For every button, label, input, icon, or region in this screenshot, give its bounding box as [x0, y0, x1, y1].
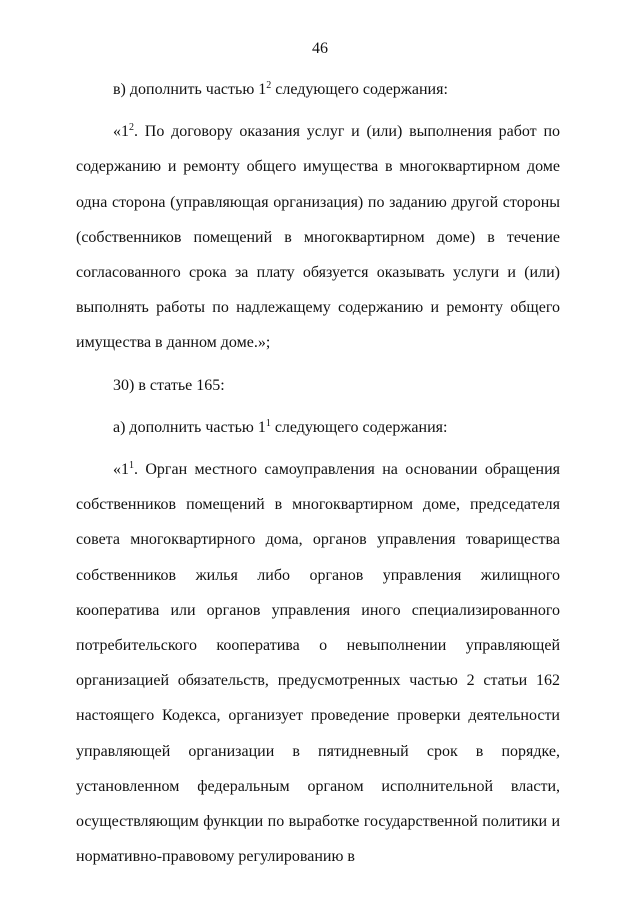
paragraph-part-1-1 — [76, 452, 560, 874]
paragraph-amendment-a — [76, 410, 560, 445]
document-body — [76, 72, 560, 881]
paragraph-item-30 — [76, 368, 560, 403]
paragraph-text: следующего содержания: — [270, 418, 448, 436]
page-number: 46 — [312, 40, 328, 57]
paragraph-text: следующего содержания: — [271, 81, 448, 98]
superscript-index: 1 — [265, 417, 271, 429]
paragraph-text: . Орган местного самоуправления на основании обращения собственников помещений в многоквартирном доме, председателя совета многоквартирного дома, органов управления товарищества собственников жилья либо органов управления жилищного кооператива или органов управления иного специализированного потребительского кооператива о невыполнении управляющей организацией обязательств, предусмотренных частью 2 статьи 162 настоящего Кодекса, организует проведение проверки деятельности управляющей организации в пятидневный срок в порядке, установленном федеральным органом исполнительной власти, осуществляющим функции по выработке государственной политики и нормативно-правовому регулированию в — [76, 461, 560, 866]
paragraph-text: а) дополнить частью 1 — [113, 418, 266, 436]
paragraph-text: 30) в статье 165: — [113, 376, 225, 394]
superscript-index: 2 — [129, 122, 134, 134]
paragraph-part-1-2 — [76, 114, 560, 360]
paragraph-text: в) дополнить частью 1 — [113, 81, 267, 98]
paragraph-text: «1 — [113, 123, 129, 141]
paragraph-amendment-v — [76, 72, 560, 107]
superscript-index: 2 — [266, 80, 272, 91]
superscript-index: 1 — [129, 460, 134, 472]
paragraph-text: . По договору оказания услуг и (или) выполнения работ по содержанию и ремонту общего имущества в многоквартирном доме одна сторона (управляющая организация) по заданию другой стороны (собственников помещений в многоквартирном доме) в течение согласованного срока за плату обязуется оказывать услуги и (или) выполнять работы по надлежащему содержанию и ремонту общего имущества в данном доме.»; — [76, 123, 560, 352]
paragraph-text: «1 — [113, 461, 129, 479]
